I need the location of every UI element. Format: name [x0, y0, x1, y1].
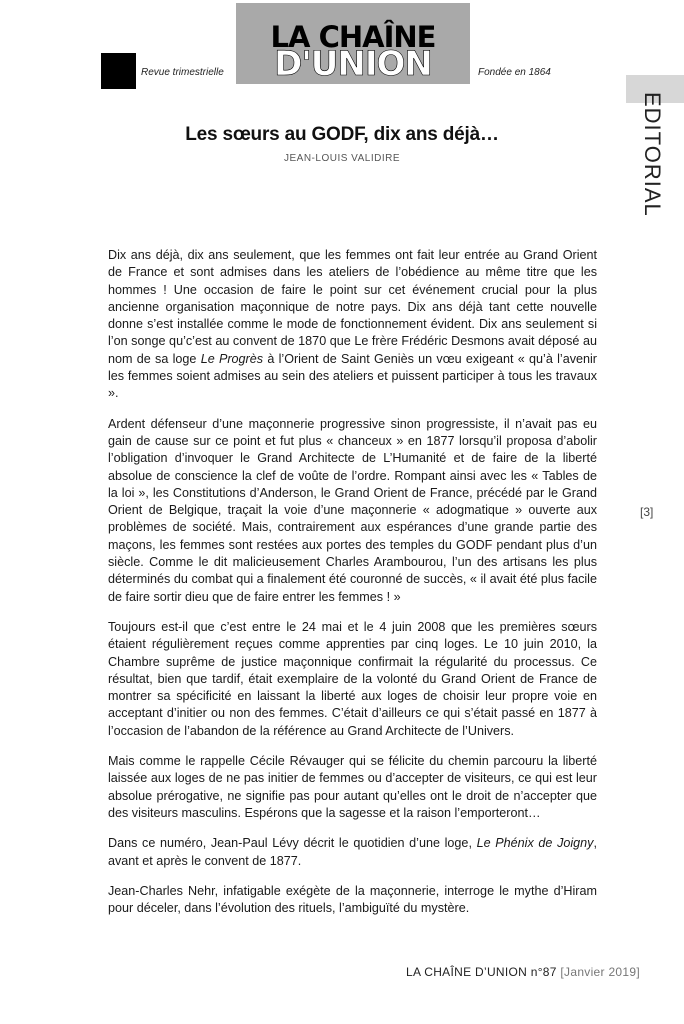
logo-line-2: D'UNION	[274, 44, 432, 84]
paragraph-6: Jean-Charles Nehr, infatigable exégète de la maçonnerie, interroge le mythe d’Hiram pour déceler, dans l’évolution des rituels, l’ambiguïté du mystère.	[108, 883, 597, 916]
paragraph-3: Toujours est-il que c’est entre le 24 mai et le 4 juin 2008 que les premières sœurs étaient régulièrement reçues comme apprenties par cinq loges. Le 10 juin 2010, la Chambre suprême de justice maçonnique confirmait la régularité du processus. Ce résultat, bien que tardif, était exemplaire de la volonté du Grand Orient de France de montrer sa spécificité en laissant la liberté aux loges de choisir leur propre voie en acceptant d’initier ou non des femmes. C’était d’ailleurs ce qui s’était passé en 1877 à l’occasion de l’abandon de la référence au Grand Architecte de l’Univers.	[108, 619, 597, 738]
article-author: JEAN-LOUIS VALIDIRE	[283, 153, 400, 164]
article-title: Les sœurs au GODF, dix ans déjà…	[185, 124, 499, 145]
tagline-frequency: Revue trimestrielle	[141, 67, 224, 78]
paragraph-1-text-a: Dix ans déjà, dix ans seulement, que les femmes ont fait leur entrée au Grand Orient de France et sont admises dans les ateliers de l’obédience au même titre que les hommes ! Une occasion de faire le point sur cet événement crucial pour la plus ancienne organisation maçonnique de notre pays. Dix ans déjà tant cette nouvelle donne s’est installée comme le mode de fonctionnement évident. Dix ans seulement si l’on songe qu’c’est au convent de 1870 que Le frère Frédéric Desmons avait déposé au nom de sa loge	[108, 248, 597, 366]
footer-journal: LA CHAÎNE D’UNION n°87	[405, 965, 557, 979]
paragraph-2: Ardent défenseur d’une maçonnerie progressive sinon progressiste, il n’avait pas eu gain de cause sur ce point et fut plus « chanceux » en 1877 lorsqu’il proposa d’abolir l’obligation d’invoquer le Grand Architecte de L’Humanité et de faire de la liberté absolue de conscience la clef de voûte de l’ordre. Rompant ainsi avec les « Tables de la loi », les Constitutions d’Anderson, le Grand Orient de France, précédé par le Grand Orient de Belgique, traçait la voie d’une maçonnerie « adogmatique » ouverte aux problèmes de société. Mais, contrairement aux espérances d’une grande partie des maçons, les femmes sont restées aux portes des temples du GODF pendant plus d’un siècle. Comme le dit malicieusement Charles Arambourou, l’un des artisans les plus déterminés du combat qui a finalement été couronné de succès, « il avait été plus facile de faire sortir dieu que de faire entrer les femmes ! »	[108, 416, 597, 604]
paragraph-5	[108, 835, 597, 870]
paragraph-1	[108, 247, 597, 403]
paragraph-1-text-b: à l’Orient de Saint Geniès un vœu exigeant « qu’à l’avenir les femmes soient admises au sein des ateliers et puissent participer à tous les travaux ».	[108, 351, 597, 401]
footer-date: [Janvier 2019]	[560, 965, 640, 979]
paragraph-5-text-b: , avant et après le convent de 1877.	[108, 836, 597, 868]
article-body	[108, 247, 597, 930]
paragraph-4: Mais comme le rappelle Cécile Révauger qui se félicite du chemin parcouru la liberté laissée aux loges de ne pas initier de femmes ou d’accepter de visiteurs, ce qui est leur absolue prérogative, ne signifie pas pour autant qu’elles ont le droit de n’accepter que des visiteurs masculins. Espérons que la sagesse et la raison l’emporteront…	[108, 754, 597, 820]
decorative-black-square	[101, 53, 136, 89]
paragraph-5-lodge-name: Le Phénix de Joigny	[476, 836, 594, 851]
tagline-founded: Fondée en 1864	[478, 67, 551, 78]
section-label: EDITORIAL	[640, 92, 665, 217]
logo-line-1: LA CHAÎNE	[270, 20, 436, 54]
paragraph-5-text-a: Dans ce numéro, Jean-Paul Lévy décrit le quotidien d’une loge,	[108, 836, 477, 851]
page-number: [3]	[640, 505, 654, 519]
page-footer	[406, 965, 640, 979]
masthead-logo	[236, 3, 470, 84]
paragraph-1-lodge-name: Le Progrès	[200, 351, 264, 366]
